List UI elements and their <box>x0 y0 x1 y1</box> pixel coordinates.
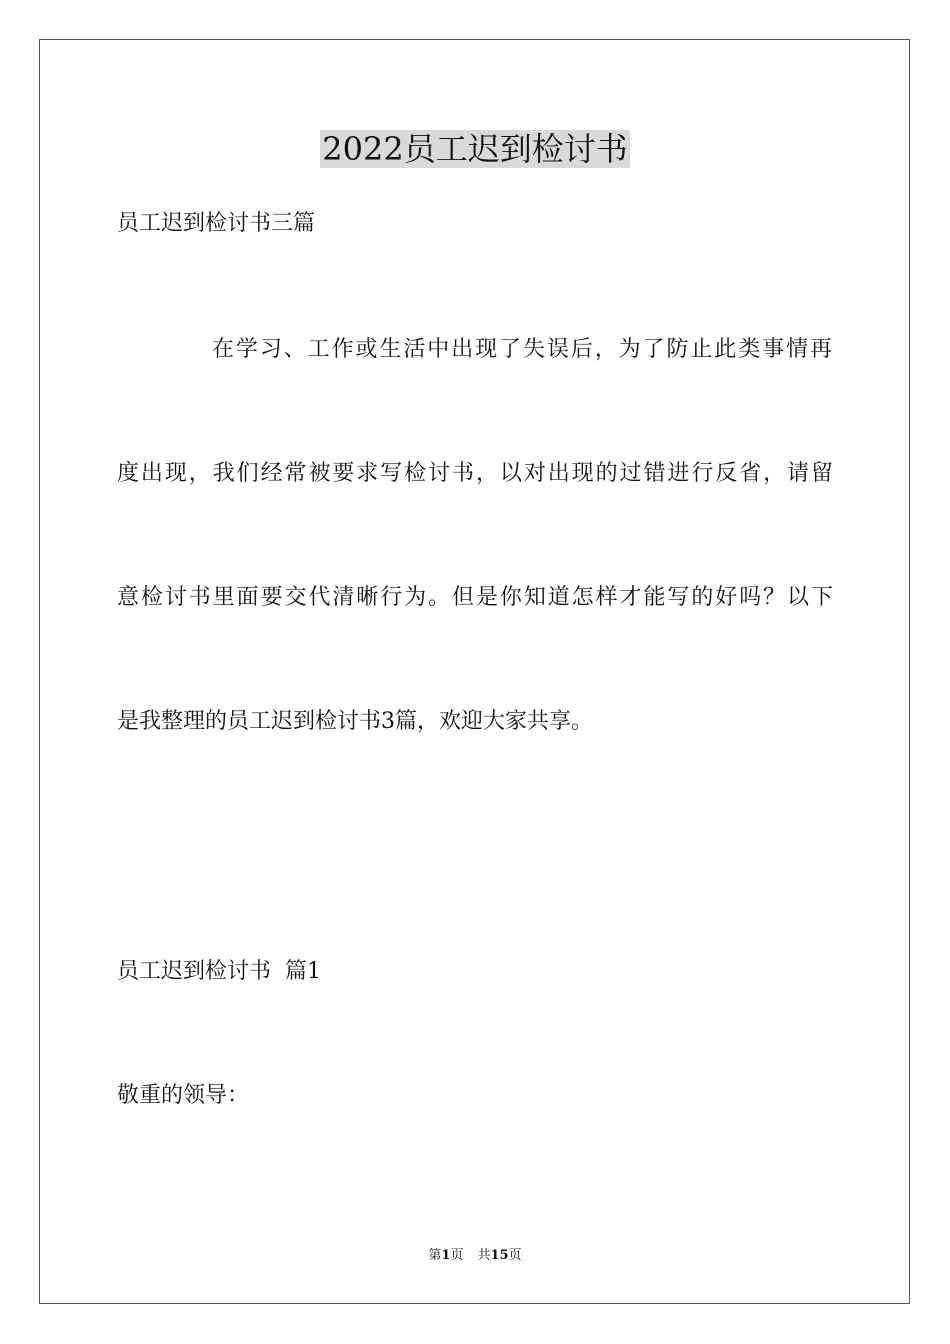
footer-total-suffix: 页 <box>508 1248 522 1263</box>
section-heading: 员工迟到检讨书 篇1 <box>117 959 321 984</box>
footer-total-pages: 15 <box>490 1248 509 1263</box>
footer-page-suffix: 页 <box>450 1248 464 1263</box>
document-title <box>0 126 950 172</box>
footer-total-prefix: 共 <box>477 1248 491 1263</box>
page-footer <box>0 1247 950 1265</box>
intro-line-3: 意检讨书里面要交代清晰行为。但是你知道怎样才能写的好吗？以下 <box>117 585 833 610</box>
footer-page-prefix: 第 <box>428 1248 442 1263</box>
document-title-text: 2022员工迟到检讨书 <box>322 130 628 168</box>
intro-line-1: 在学习、工作或生活中出现了失误后，为了防止此类事情再 <box>212 337 832 362</box>
intro-line-4: 是我整理的员工迟到检讨书3篇，欢迎大家共享。 <box>117 709 593 734</box>
footer-page-number: 1 <box>441 1248 451 1263</box>
salutation: 敬重的领导： <box>117 1083 250 1108</box>
intro-line-2: 度出现，我们经常被要求写检讨书，以对出现的过错进行反省，请留 <box>117 461 833 486</box>
document-subtitle: 员工迟到检讨书三篇 <box>117 211 316 236</box>
